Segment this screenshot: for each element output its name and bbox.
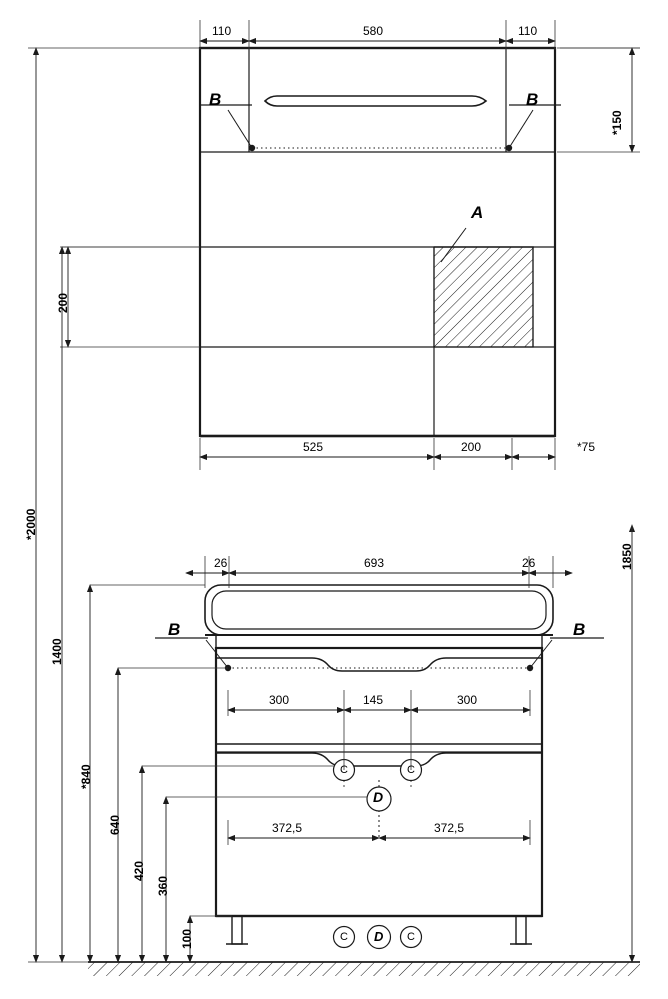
dim-bottom-525: 525 — [303, 440, 324, 454]
dim-840: *840 — [79, 764, 93, 789]
section-mark-b-top-left: B — [209, 90, 222, 109]
dim-100: 100 — [180, 928, 194, 949]
dim-top-right-110: 110 — [518, 24, 538, 38]
dim-420: 420 — [132, 860, 146, 881]
dim-right-150: *150 — [610, 110, 624, 135]
dim-overall-2000: *2000 — [24, 508, 38, 540]
dim-top-left-110: 110 — [212, 24, 232, 38]
dim-bot-right-26: 26 — [522, 556, 536, 570]
section-mark-b-bottom-left: B — [168, 620, 181, 639]
dim-bottom-200: 200 — [461, 440, 482, 454]
dim-640: 640 — [108, 814, 122, 835]
legend-c-left: C — [340, 931, 348, 943]
callout-d-center: D — [373, 789, 384, 805]
callout-c-right: C — [407, 764, 415, 776]
dim-bot-693: 693 — [364, 556, 385, 570]
top-view-mirror-cabinet — [200, 48, 561, 436]
section-mark-b-bottom-right: B — [573, 620, 586, 639]
dim-145: 145 — [363, 693, 384, 707]
legend-c-right: C — [407, 931, 415, 943]
detail-mark-a: A — [471, 203, 484, 222]
callout-c-left: C — [340, 764, 348, 776]
dim-300-right: 300 — [457, 693, 478, 707]
dim-left-200: 200 — [56, 292, 70, 313]
top-view-dimensions — [60, 20, 640, 470]
bottom-view-vanity-unit — [88, 585, 640, 976]
dim-3725-right: 372,5 — [434, 821, 465, 835]
dim-300-left: 300 — [269, 693, 290, 707]
dim-bottom-75: *75 — [577, 440, 596, 454]
dim-top-580: 580 — [363, 24, 384, 38]
dim-1400: 1400 — [50, 638, 64, 665]
legend-d: D — [374, 929, 384, 944]
dim-bot-left-26: 26 — [214, 556, 228, 570]
dim-3725-left: 372,5 — [272, 821, 303, 835]
dim-360: 360 — [156, 875, 170, 896]
dim-1850: 1850 — [620, 543, 634, 570]
section-mark-b-top-right: B — [526, 90, 539, 109]
